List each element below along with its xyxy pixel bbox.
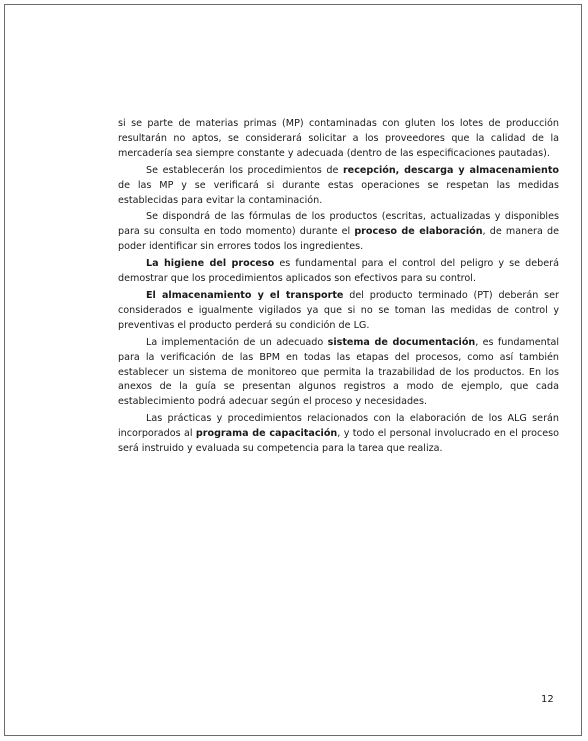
text-run: Las prácticas y procedimientos relacionados con la elaboración de los ALG serán incorporados al [118, 413, 559, 440]
page-number: 12 [541, 694, 554, 705]
paragraph-4 [118, 257, 559, 287]
bold-text-run: proceso de elaboración [354, 226, 483, 238]
bold-text-run: programa de capacitación [195, 428, 338, 440]
paragraph-2 [118, 164, 559, 209]
paragraph-7 [118, 412, 559, 457]
paragraph-3 [118, 210, 559, 255]
text-run: , y todo el personal involucrado en el proceso será instruido y evaluada su competencia para la tarea que realiza. [118, 428, 559, 455]
bold-text-run: La higiene del proceso [146, 258, 275, 270]
paragraph-1 [118, 117, 559, 162]
body-text [118, 117, 559, 459]
bold-text-run: recepción, descarga y almacenamiento [342, 164, 560, 176]
text-run: del producto terminado (PT) deberán ser considerados e igualmente vigilados ya que si no se toman las medidas de control y preventivas el producto perderá su condición de LG. [118, 289, 559, 331]
text-run: , de manera de poder identificar sin errores todos los ingredientes. [118, 226, 559, 253]
text-run: si se parte de materias primas (MP) contaminadas con gluten los lotes de producción resultarán no aptos, se considerará solicitar a los proveedores que la calidad de la mercadería sea siempre constante y adecuada (dentro de las especificaciones pautadas). [118, 118, 559, 159]
text-run: Se establecerán los procedimientos de [146, 164, 343, 176]
paragraph-6 [118, 336, 559, 411]
document-page [4, 4, 582, 736]
bold-text-run: sistema de documentación [327, 336, 476, 348]
bold-text-run: El almacenamiento y el transporte [146, 289, 344, 301]
paragraph-5 [118, 289, 559, 334]
text-run: , es fundamental para la verificación de las BPM en todas las etapas del procesos, como así también establecer un sistema de monitoreo que permita la trazabilidad de los productos. En los anexos de la guía se presentan algunos registros a modo de ejemplo, que cada establecimiento podrá adecuar según el proceso y necesidades. [118, 336, 560, 408]
text-run: de las MP y se verificará si durante estas operaciones se respetan las medidas establecidas para evitar la contaminación. [118, 179, 559, 206]
text-run: La implementación de un adecuado [146, 336, 328, 348]
text-run: es fundamental para el control del peligro y se deberá demostrar que los procedimientos aplicados son efectivos para su control. [118, 258, 559, 285]
text-run: Se dispondrá de las fórmulas de los productos (escritas, actualizadas y disponibles para su consulta en todo momento) durante el [118, 211, 559, 238]
